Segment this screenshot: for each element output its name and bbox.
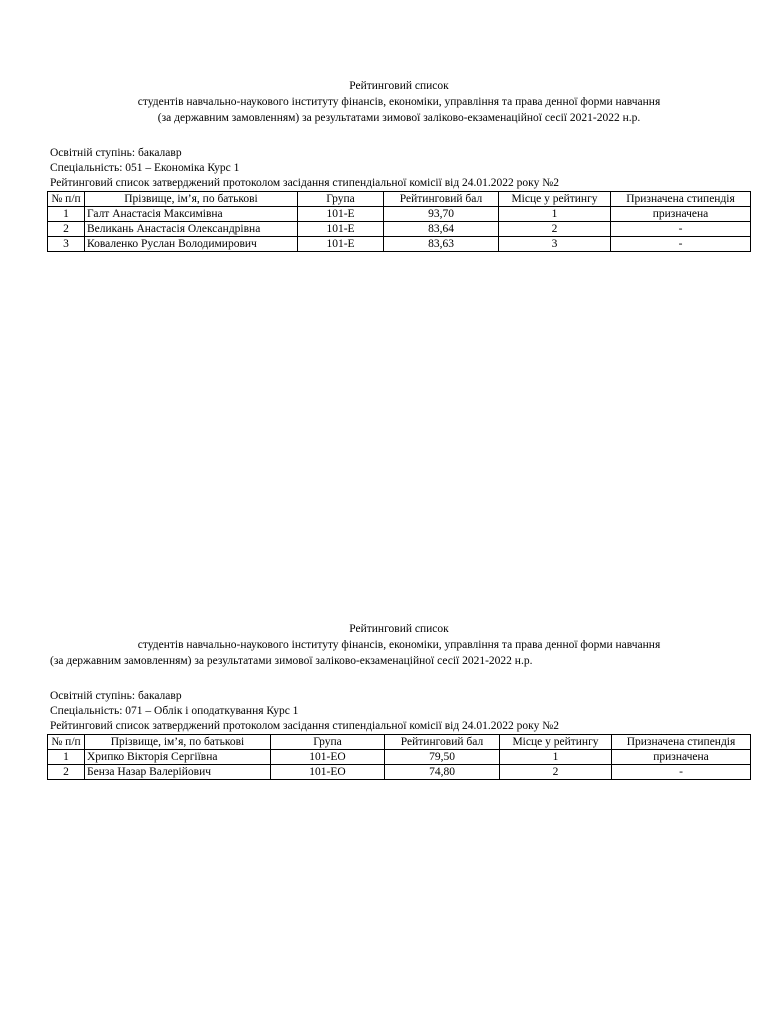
cell-group: 101-ЕО xyxy=(271,750,385,765)
cell-rank: 3 xyxy=(499,237,611,252)
degree-label: Освітній ступінь: бакалавр xyxy=(50,147,182,159)
cell-number: 2 xyxy=(48,222,85,237)
section-subtitle-line-2: (за державним замовленням) за результатами зимової заліково-екзаменаційної сесії 2021-2022 н.р. xyxy=(50,655,533,667)
header-score: Рейтинговий бал xyxy=(385,735,500,750)
cell-scholarship: - xyxy=(611,222,751,237)
section-title: Рейтинговий список xyxy=(349,623,449,635)
table-header-row xyxy=(48,735,751,750)
cell-score: 79,50 xyxy=(385,750,500,765)
cell-group: 101-Е xyxy=(298,237,384,252)
table-row xyxy=(48,207,751,222)
cell-group: 101-Е xyxy=(298,207,384,222)
header-group: Група xyxy=(271,735,385,750)
specialty-label: Спеціальність: 071 – Облік і оподаткування Курс 1 xyxy=(50,705,299,717)
cell-rank: 2 xyxy=(499,222,611,237)
specialty-label: Спеціальність: 051 – Економіка Курс 1 xyxy=(50,162,240,174)
header-scholarship: Призначена стипендія xyxy=(612,735,751,750)
cell-name: Великань Анастасія Олександрівна xyxy=(85,222,298,237)
cell-group: 101-ЕО xyxy=(271,765,385,780)
header-scholarship: Призначена стипендія xyxy=(611,192,751,207)
header-number: № п/п xyxy=(48,192,85,207)
cell-score: 93,70 xyxy=(384,207,499,222)
table-row xyxy=(48,750,751,765)
table-row xyxy=(48,765,751,780)
cell-scholarship: призначена xyxy=(612,750,751,765)
approval-label: Рейтинговий список затверджений протоколом засідання стипендіальної комісії від 24.01.2022 року №2 xyxy=(50,177,559,189)
approval-label: Рейтинговий список затверджений протоколом засідання стипендіальної комісії від 24.01.2022 року №2 xyxy=(50,720,559,732)
degree-label: Освітній ступінь: бакалавр xyxy=(50,690,182,702)
cell-name: Бенза Назар Валерійович xyxy=(85,765,271,780)
section-title: Рейтинговий список xyxy=(349,80,449,92)
header-score: Рейтинговий бал xyxy=(384,192,499,207)
cell-number: 1 xyxy=(48,750,85,765)
cell-number: 3 xyxy=(48,237,85,252)
cell-number: 2 xyxy=(48,765,85,780)
header-number: № п/п xyxy=(48,735,85,750)
cell-name: Галт Анастасія Максимівна xyxy=(85,207,298,222)
header-name: Прізвище, ім’я, по батькові xyxy=(85,192,298,207)
cell-score: 83,64 xyxy=(384,222,499,237)
rating-table xyxy=(47,734,751,780)
cell-rank: 1 xyxy=(499,207,611,222)
section-subtitle-line-1: студентів навчально-наукового інституту фінансів, економіки, управління та права денної форми навчання xyxy=(137,639,661,651)
table-header-row xyxy=(48,192,751,207)
header-rank: Місце у рейтингу xyxy=(500,735,612,750)
cell-rank: 1 xyxy=(500,750,612,765)
table-row xyxy=(48,222,751,237)
cell-number: 1 xyxy=(48,207,85,222)
cell-scholarship: - xyxy=(611,237,751,252)
cell-group: 101-Е xyxy=(298,222,384,237)
table-row xyxy=(48,237,751,252)
section-meta xyxy=(47,146,751,191)
section-subtitle-line-2: (за державним замовленням) за результатами зимової заліково-екзаменаційної сесії 2021-2022 н.р. xyxy=(157,112,641,124)
header-group: Група xyxy=(298,192,384,207)
rating-section-economics xyxy=(47,78,751,252)
cell-score: 83,63 xyxy=(384,237,499,252)
cell-name: Хрипко Вікторія Сергіївна xyxy=(85,750,271,765)
rating-table xyxy=(47,191,751,252)
section-subtitle-line-1: студентів навчально-наукового інституту фінансів, економіки, управління та права денної форми навчання xyxy=(137,96,661,108)
header-name: Прізвище, ім’я, по батькові xyxy=(85,735,271,750)
cell-rank: 2 xyxy=(500,765,612,780)
cell-score: 74,80 xyxy=(385,765,500,780)
section-meta xyxy=(47,689,751,734)
cell-scholarship: - xyxy=(612,765,751,780)
header-rank: Місце у рейтингу xyxy=(499,192,611,207)
cell-name: Коваленко Руслан Володимирович xyxy=(85,237,298,252)
rating-section-accounting xyxy=(47,621,751,780)
cell-scholarship: призначена xyxy=(611,207,751,222)
